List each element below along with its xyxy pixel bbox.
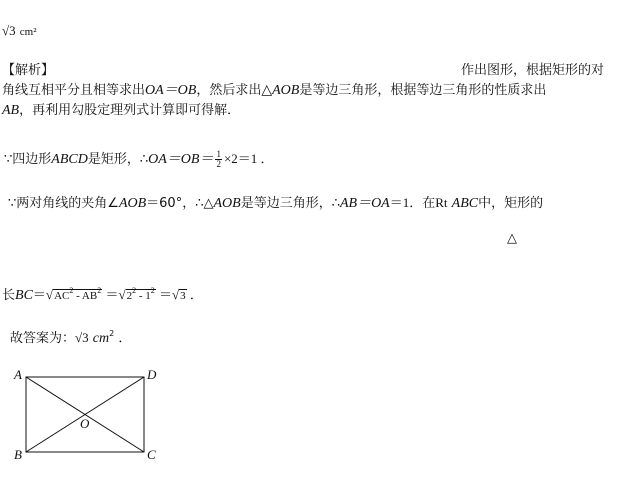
math-segment: AB＝OA xyxy=(339,196,390,211)
center-label-o: O xyxy=(80,416,90,431)
analysis-line-2 xyxy=(2,82,546,100)
radicand-text: 2 xyxy=(126,290,133,302)
exponent: 2 xyxy=(132,286,137,295)
top-answer-value: 3 xyxy=(9,23,16,38)
step-3 xyxy=(2,282,203,305)
sqrt-symbol: √ xyxy=(2,23,10,38)
text-segment: ×2＝1 ． xyxy=(223,151,274,166)
exponent: 2 xyxy=(150,286,155,295)
sqrt-symbol: √ xyxy=(172,287,180,302)
math-segment: AB xyxy=(2,103,20,118)
fraction-denominator: 2 xyxy=(216,159,221,169)
math-segment: OA＝OB xyxy=(145,83,197,98)
text-segment: ＝60°，∴△ xyxy=(146,196,214,211)
text-segment: ＝ xyxy=(102,287,119,302)
vertex-label-b: B xyxy=(14,447,22,462)
exponent: 2 xyxy=(97,286,102,295)
vertex-label-a: A xyxy=(14,367,22,382)
text-segment: 中，矩形的 xyxy=(478,196,544,211)
math-segment: AOB xyxy=(213,196,241,211)
vertex-label-c: C xyxy=(147,447,156,462)
text-segment: ＝1．在Rt xyxy=(389,195,448,210)
step-1 xyxy=(4,150,274,169)
sqrt-symbol: √ xyxy=(45,287,54,302)
text-segment: ∵四边形 xyxy=(4,152,52,167)
radicand-2 xyxy=(126,286,156,302)
top-answer-unit: cm² xyxy=(19,26,37,38)
math-segment: BC xyxy=(15,288,33,303)
text-segment: 角线互相平分且相等求出 xyxy=(2,83,146,98)
text-segment: 长 xyxy=(2,288,16,303)
text-segment: ，然后求出 xyxy=(196,83,262,98)
triangle-symbol: △ xyxy=(507,231,517,246)
analysis-line-3 xyxy=(2,102,240,120)
final-answer-prefix: 故答案为： xyxy=(10,331,76,346)
text-segment: ． xyxy=(186,287,203,302)
analysis-label: 【解析】 xyxy=(2,63,55,78)
sqrt-symbol: √ xyxy=(118,287,126,302)
math-segment: ABCD xyxy=(51,152,88,167)
text-segment: 是等边三角形，∴ xyxy=(240,196,340,211)
radicand-3: 3 xyxy=(180,290,186,302)
text-segment: 是等边三角形，根据等边三角形的性质求出 xyxy=(299,83,547,98)
final-answer xyxy=(10,325,131,348)
radicand-text: - 1 xyxy=(136,290,151,302)
math-segment: OA＝OB＝ xyxy=(148,152,214,167)
radicand-text: AC xyxy=(54,290,70,302)
math-segment: ABC xyxy=(451,196,479,211)
analysis-right-text: 作出图形，根据矩形的对 xyxy=(461,63,605,78)
text-segment: ，再利用勾股定理列式计算即可得解． xyxy=(19,103,241,118)
exponent: 2 xyxy=(69,286,74,295)
sqrt-symbol: √ xyxy=(75,330,83,345)
math-segment: AOB xyxy=(118,196,147,211)
fraction-numerator: 1 xyxy=(216,149,221,159)
rectangle-figure xyxy=(0,362,200,482)
top-answer xyxy=(2,22,37,41)
vertex-label-d: D xyxy=(147,367,157,382)
final-answer-suffix: ． xyxy=(114,331,132,346)
final-answer-unit-exponent: 2 xyxy=(109,329,115,338)
radicand-text: - AB xyxy=(73,290,98,302)
step-2 xyxy=(8,194,543,213)
text-segment: ＝ xyxy=(32,288,46,303)
text-segment: 是矩形，∴ xyxy=(87,152,149,167)
text-segment: ∵两对角线的夹角∠ xyxy=(8,196,119,211)
text-segment: ＝ xyxy=(155,287,173,302)
fraction xyxy=(215,150,222,169)
final-answer-unit: cm xyxy=(92,331,110,346)
radicand-1 xyxy=(53,286,102,302)
final-answer-value: 3 xyxy=(82,330,89,345)
math-segment: △AOB xyxy=(261,83,300,98)
